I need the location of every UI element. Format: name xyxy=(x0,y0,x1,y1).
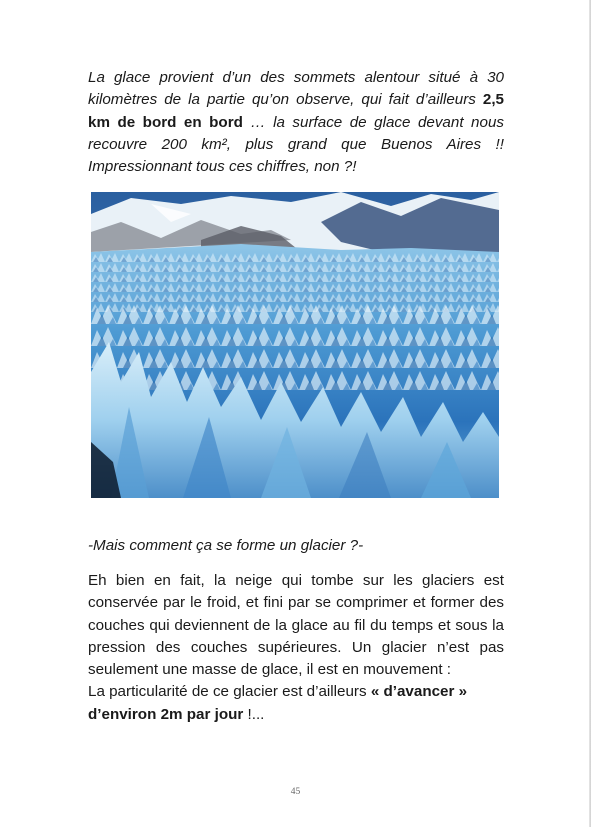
glacier-photo xyxy=(91,192,499,498)
intro-text-end: … la surface de glace devant nous recouvre 200 km², plus grand que Buenos Aires !! Impressionnant tous ces chiffres, non ?! xyxy=(88,113,504,176)
body-para2 xyxy=(88,681,504,726)
intro-bold-distance: 2,5 km de bord en bord xyxy=(88,91,504,131)
intro-text-start: La glace provient d’un des sommets alentour situé à 30 kilomètres de la partie qu’on observe, qui fait d’ailleurs xyxy=(88,69,504,109)
body-para1: Eh bien en fait, la neige qui tombe sur les glaciers est conservée par le froid, et fini par se comprimer et former des couches qui deviennent de la glace au fil du temps et sous la pression des couches supérieures. Un glacier n’est pas seulement une masse de glace, il est en mouvement : xyxy=(88,572,504,679)
body-para2-end: !... xyxy=(243,705,265,723)
body-paragraph xyxy=(88,570,504,726)
section-question: -Mais comment ça se forme un glacier ?- xyxy=(88,537,364,554)
body-para2-bold: « d’avancer » d’environ 2m par jour xyxy=(88,683,468,723)
body-para2-start: La particularité de ce glacier est d’ailleurs xyxy=(88,683,371,701)
intro-paragraph xyxy=(88,67,504,178)
page-number: 45 xyxy=(290,787,301,797)
